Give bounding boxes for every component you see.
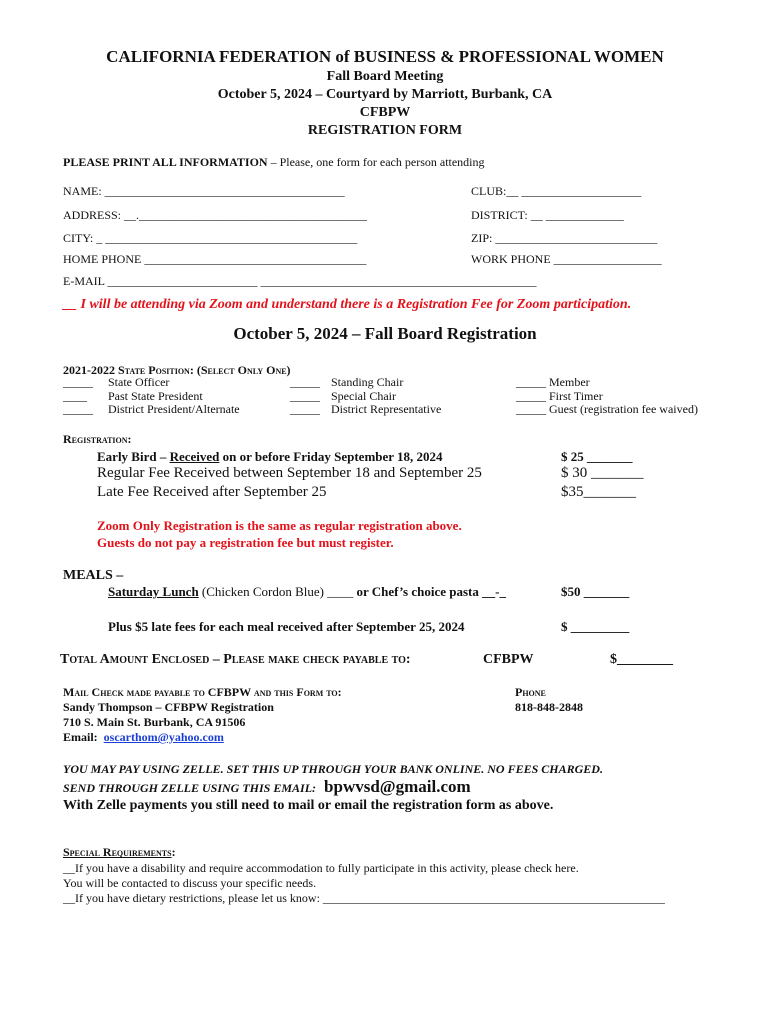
position-past-state-president[interactable] xyxy=(63,390,240,404)
zelle-email: bpwvsd@gmail.com xyxy=(324,777,471,796)
instructions-rest: – Please, one form for each person attending xyxy=(267,155,485,169)
dietary-field[interactable]: __If you have dietary restrictions, please let us know: _________________________________________________________ xyxy=(63,891,665,905)
home-phone-field[interactable]: HOME PHONE _____________________________________ xyxy=(63,252,367,266)
position-col-2 xyxy=(290,376,441,417)
position-label: District Representative xyxy=(331,402,442,416)
club-field[interactable]: CLUB:__ ____________________ xyxy=(471,184,642,198)
position-blank: _____ xyxy=(63,402,93,416)
position-blank: _____ xyxy=(290,402,320,416)
zip-field[interactable]: ZIP: ___________________________ xyxy=(471,231,658,245)
mail-email-row xyxy=(63,730,342,745)
early-bird-c: on or before Friday September 18, 2024 xyxy=(219,449,443,464)
phone-label: Phone xyxy=(515,685,546,699)
regular-fee-line: Regular Fee Received between September 18 and September 25 xyxy=(97,465,482,481)
position-col-1 xyxy=(63,376,240,417)
total-payee: CFBPW xyxy=(483,652,534,667)
lunch-choice-b: or Chef’s choice pasta __-_ xyxy=(356,584,506,599)
early-bird-fee[interactable]: $ 25 _______ xyxy=(561,449,633,464)
mail-block xyxy=(63,685,342,745)
name-field[interactable]: NAME: ________________________________________ xyxy=(63,184,345,198)
meal-late-fees: Plus $5 late fees for each meal received after September 25, 2024 xyxy=(108,619,465,634)
total-label: Total Amount Enclosed – Please make check payable to: xyxy=(60,652,411,667)
org-name: CFBPW xyxy=(359,105,411,120)
late-fee-line: Late Fee Received after September 25 xyxy=(97,484,327,500)
instructions xyxy=(63,155,485,170)
position-blank: _____ xyxy=(63,375,93,389)
zelle-line-2 xyxy=(63,777,471,797)
position-special-chair[interactable] xyxy=(290,390,441,404)
position-standing-chair[interactable] xyxy=(290,376,441,390)
position-label: Standing Chair xyxy=(331,375,404,389)
lunch-label: Saturday Lunch xyxy=(108,584,199,599)
position-district-president[interactable] xyxy=(63,403,240,417)
early-bird-a: Early Bird – xyxy=(97,449,170,464)
mail-recipient: Sandy Thompson – CFBPW Registration xyxy=(63,700,274,714)
zoom-attendance-checkbox[interactable]: __ I will be attending via Zoom and understand there is a Registration Fee for Zoom participation. xyxy=(63,297,632,312)
address-field[interactable]: ADDRESS: __.______________________________________ xyxy=(63,208,368,222)
mail-heading: Mail Check made payable to CFBPW and this Form to: xyxy=(63,685,342,699)
position-blank: ____ xyxy=(63,388,87,403)
city-field[interactable]: CITY: _ __________________________________________ xyxy=(63,231,358,245)
disability-checkbox[interactable]: __If you have a disability and require accommodation to fully participate in this activity, please check here. xyxy=(63,861,579,875)
regular-fee[interactable]: $ 30 _______ xyxy=(561,465,644,481)
position-first-timer[interactable]: _____ First Timer xyxy=(516,388,603,403)
position-label: District President/Alternate xyxy=(108,402,240,416)
zelle-send-label: SEND THROUGH ZELLE USING THIS EMAIL: xyxy=(63,781,317,795)
mail-email-label: Email: xyxy=(63,730,98,744)
email-field[interactable]: E-MAIL _________________________ ______________________________________________ xyxy=(63,274,537,288)
late-fee[interactable]: $35_______ xyxy=(561,484,636,500)
registration-heading: October 5, 2024 – Fall Board Registration xyxy=(233,324,537,343)
zoom-registration-note: Zoom Only Registration is the same as regular registration above. xyxy=(97,518,462,533)
phone-number: 818-848-2848 xyxy=(515,700,583,714)
position-blank: _____ xyxy=(290,375,320,389)
instructions-bold: PLEASE PRINT ALL INFORMATION xyxy=(63,155,268,169)
meeting-date-place: October 5, 2024 – Courtyard by Marriott, Burbank, CA xyxy=(217,87,553,102)
zelle-line-1: YOU MAY PAY USING ZELLE. SET THIS UP THROUGH YOUR BANK ONLINE. NO FEES CHARGED. xyxy=(63,762,603,776)
total-amount[interactable]: $________ xyxy=(610,652,673,667)
registration-label: Registration: xyxy=(63,432,132,446)
work-phone-field[interactable]: WORK PHONE __________________ xyxy=(471,252,662,266)
special-heading: Special Requirements xyxy=(63,845,172,859)
lunch-line[interactable] xyxy=(108,584,506,600)
mail-email-link[interactable]: oscarthom@yahoo.com xyxy=(103,730,224,744)
form-title: REGISTRATION FORM xyxy=(307,123,463,138)
position-member[interactable]: _____ Member xyxy=(516,375,590,389)
lunch-choice-a: (Chicken Cordon Blue) ____ xyxy=(198,584,357,599)
position-blank: _____ xyxy=(290,388,320,403)
meeting-name: Fall Board Meeting xyxy=(326,69,444,84)
special-heading-row xyxy=(63,845,176,860)
mail-street: 710 S. Main St. Burbank, CA 91506 xyxy=(63,715,246,729)
meal-late-fee-blank[interactable]: $ _________ xyxy=(561,619,630,634)
position-heading: 2021-2022 State Position: (Select Only One) xyxy=(63,363,291,377)
early-bird-received: Received xyxy=(169,449,220,464)
position-col-3 xyxy=(516,376,698,417)
position-label: State Officer xyxy=(108,375,170,389)
page-title: CALIFORNIA FEDERATION of BUSINESS & PROFESSIONAL WOMEN xyxy=(106,47,664,66)
position-label: Special Chair xyxy=(331,388,396,403)
early-bird-line xyxy=(97,449,443,465)
position-guest[interactable]: _____ Guest (registration fee waived) xyxy=(516,402,698,416)
special-heading-colon: : xyxy=(171,845,176,859)
lunch-fee[interactable]: $50 _______ xyxy=(561,584,630,599)
district-field[interactable]: DISTRICT: __ _____________ xyxy=(471,208,624,222)
zelle-line-3: With Zelle payments you still need to mail or email the registration form as above. xyxy=(63,798,554,813)
contact-note: You will be contacted to discuss your specific needs. xyxy=(63,876,317,890)
guests-note: Guests do not pay a registration fee but must register. xyxy=(97,535,394,550)
phone-block xyxy=(515,685,583,715)
position-label: Past State President xyxy=(108,388,203,403)
position-district-representative[interactable] xyxy=(290,403,441,417)
position-state-officer[interactable] xyxy=(63,376,240,390)
meals-heading: MEALS – xyxy=(63,568,124,583)
